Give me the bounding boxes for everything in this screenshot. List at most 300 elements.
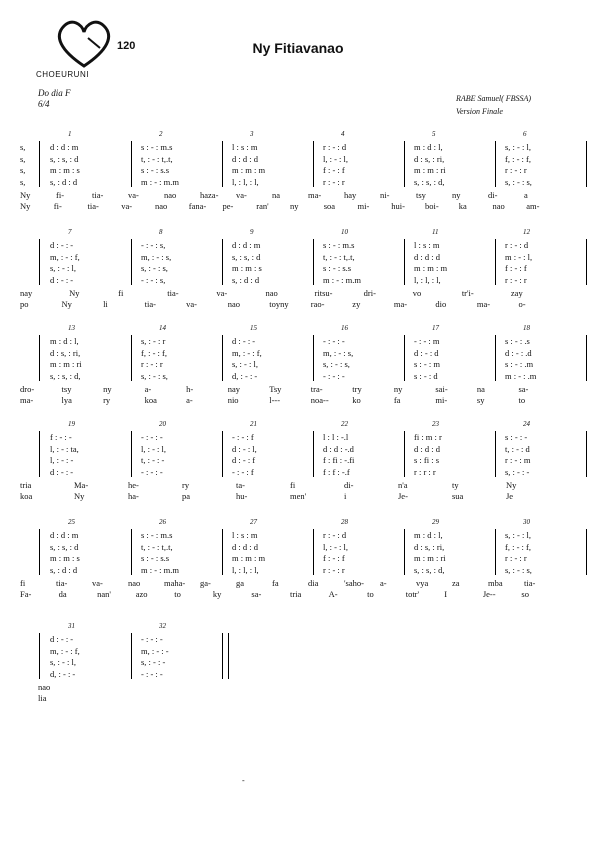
key-signature xyxy=(38,88,71,110)
bar-line xyxy=(495,239,496,285)
measure-notes: m : d : l, xyxy=(414,142,443,152)
lyric-syllable: ran' xyxy=(256,201,269,211)
measure-number: 31 xyxy=(68,622,75,630)
measure-notes: d : s, : ri, xyxy=(414,541,445,552)
lyric-line-2 xyxy=(20,589,580,599)
bar-line xyxy=(586,239,587,285)
lyric-syllable: Ny xyxy=(61,299,72,309)
bar-line xyxy=(222,239,223,285)
lyric-syllable: ko xyxy=(352,395,361,405)
lyric-syllable: ma- xyxy=(20,395,34,405)
lyric-syllable: lia xyxy=(38,693,47,703)
lyric-syllable: nao xyxy=(164,190,177,200)
lyric-syllable: vya xyxy=(416,578,429,588)
measure-notes: m, : - : s, xyxy=(323,347,354,358)
measure-number: 10 xyxy=(341,228,348,236)
lyric-syllable: nay xyxy=(227,384,240,394)
measure-notes: d, : - : - xyxy=(232,370,258,381)
lyric-syllable: ny xyxy=(290,201,299,211)
system-6 xyxy=(20,620,580,710)
lyric-syllable: tia- xyxy=(92,190,104,200)
lyric-line-1 xyxy=(20,190,580,200)
system-3 xyxy=(20,322,580,412)
system-4 xyxy=(20,418,580,508)
song-title: Ny Fitiavanao xyxy=(252,40,344,56)
lyric-syllable: am- xyxy=(526,201,540,211)
measure-notes: f : fi : -.fi xyxy=(323,455,355,465)
measure-notes: - : - : f xyxy=(232,432,254,442)
lyric-syllable: di- xyxy=(344,480,354,490)
lyric-syllable: zay xyxy=(510,288,523,298)
lyric-syllable: ni- xyxy=(380,190,390,200)
lyric-syllable: nao xyxy=(492,201,505,211)
bar-line xyxy=(131,141,132,187)
measure-notes: - : - : s, xyxy=(141,240,166,250)
measure-notes: m : m : m xyxy=(232,165,266,175)
measure-notes: s, : - : s, xyxy=(323,359,350,369)
lyric-syllable: va- xyxy=(216,288,228,298)
lyric-syllable: vo xyxy=(412,288,422,298)
lyric-syllable: sai- xyxy=(435,384,448,394)
measure-notes: d : - : - xyxy=(50,240,74,250)
final-bar-line xyxy=(228,633,229,679)
lyric-syllable: Je-- xyxy=(482,589,496,599)
lyric-syllable: a- xyxy=(380,578,387,588)
measure-notes: d : - : - xyxy=(50,274,74,285)
measure-notes: m : m : ri xyxy=(414,553,446,563)
measure-notes: s, : - : l, xyxy=(232,359,258,369)
lyric-syllable: ma- xyxy=(393,299,408,309)
lyric-syllable: ty xyxy=(452,480,459,490)
measure-notes: d : s, : ri, xyxy=(414,153,445,164)
measure-notes: r : r : r xyxy=(414,466,436,477)
lyric-syllable: di- xyxy=(488,190,498,200)
measure-notes: - : - : m xyxy=(414,336,440,346)
lyric-syllable: ry xyxy=(103,395,111,405)
measure-notes: s : - : m.s xyxy=(141,142,173,152)
measure-notes: d : - : .d xyxy=(505,347,532,358)
bar-line xyxy=(222,633,223,679)
measure-notes: d : d : d xyxy=(232,153,258,164)
voice-lead-note: s, xyxy=(20,142,26,152)
lyric-syllable: za xyxy=(452,578,460,588)
measure-notes: r : - : m xyxy=(505,455,531,465)
lyric-syllable: dro- xyxy=(20,384,35,394)
bar-line xyxy=(404,141,405,187)
measure-notes: s, : - : r xyxy=(141,336,166,346)
measure-notes: r : - : d xyxy=(323,142,347,152)
measure-notes: m, : - : - xyxy=(141,645,169,656)
measure-notes: s, : s, : d xyxy=(50,541,79,552)
measure-notes: s : - : m.s xyxy=(141,530,173,540)
lyric-line-2 xyxy=(20,491,580,501)
lyric-syllable: dia xyxy=(308,578,319,588)
lyric-syllable: tsy xyxy=(61,384,72,394)
measure-notes: r : - : r xyxy=(323,176,345,187)
measure-notes: d : s, : ri, xyxy=(50,347,81,358)
measure-number: 19 xyxy=(68,420,75,428)
lyric-syllable: fi xyxy=(118,288,124,298)
measure-notes: s : - : s.s xyxy=(141,165,170,175)
measure-number: 30 xyxy=(523,518,530,526)
lyric-syllable: to xyxy=(518,395,526,405)
measure-notes: f, : - : f, xyxy=(505,153,531,164)
bar-line xyxy=(222,431,223,477)
lyric-line-2 xyxy=(20,395,580,405)
lyric-syllable: nio xyxy=(227,395,239,405)
measure-number: 17 xyxy=(432,324,439,332)
measure-notes: l, : - : - xyxy=(50,455,74,465)
measure-notes: - : - : - xyxy=(141,432,163,442)
measure-notes: - : - : f xyxy=(232,466,254,477)
time-signature: 6/4 xyxy=(38,99,50,109)
measure-number: 27 xyxy=(250,518,257,526)
measure-notes: f : f : -.f xyxy=(323,466,350,477)
lyric-syllable: tia- xyxy=(524,578,536,588)
lyric-syllable: ma- xyxy=(476,299,491,309)
measure-number: 23 xyxy=(432,420,439,428)
measure-number: 5 xyxy=(432,130,436,138)
bar-line xyxy=(495,335,496,381)
lyric-line-1 xyxy=(20,682,580,692)
measure-notes: m : - : .m xyxy=(505,370,537,381)
measure-notes: - : - : - xyxy=(141,466,163,477)
lyric-syllable: va- xyxy=(186,299,197,309)
system-brace xyxy=(39,529,40,575)
lyric-syllable: tr'i- xyxy=(461,288,474,298)
lyric-syllable: nao xyxy=(265,288,278,298)
lyric-line-2 xyxy=(20,299,580,309)
lyric-syllable: noa-- xyxy=(310,395,329,405)
measure-notes: m, : - : f, xyxy=(232,347,262,358)
bar-line xyxy=(222,141,223,187)
measure-notes: m : - : m.m xyxy=(141,564,180,575)
lyric-syllable: tria xyxy=(290,589,302,599)
measure-notes: s, : s, : d, xyxy=(414,176,445,187)
lyric-syllable: ga- xyxy=(200,578,211,588)
lyric-syllable: nao xyxy=(155,201,168,211)
voice-lead-note: s, xyxy=(20,153,26,164)
measure-notes: s : - : .s xyxy=(505,336,530,346)
lyric-syllable: azo xyxy=(135,589,148,599)
lyric-syllable: fi xyxy=(290,480,296,490)
measure-number: 7 xyxy=(68,228,72,236)
bar-line xyxy=(313,141,314,187)
bar-line xyxy=(495,529,496,575)
measure-notes: t, : - : - xyxy=(141,455,165,465)
measure-notes: s, : - : s, xyxy=(505,176,532,187)
measure-number: 6 xyxy=(523,130,527,138)
measure-number: 32 xyxy=(159,622,166,630)
bar-line xyxy=(131,529,132,575)
lyric-syllable: lya xyxy=(61,395,72,405)
measure-notes: l, : - : l, xyxy=(323,541,349,552)
lyric-syllable: a- xyxy=(186,395,193,405)
measure-number: 24 xyxy=(523,420,530,428)
measure-notes: m, : - : f, xyxy=(50,645,80,656)
lyric-syllable: hay xyxy=(344,190,357,200)
lyric-line-1 xyxy=(20,480,580,490)
lyric-syllable: Ny xyxy=(20,190,31,200)
lyric-syllable: nao xyxy=(38,682,51,692)
measure-notes: fi : m : r xyxy=(414,432,442,442)
measure-notes: l : s : m xyxy=(414,240,440,250)
measure-notes: d : d : m xyxy=(50,530,79,540)
lyric-syllable: ky xyxy=(212,589,222,599)
measure-notes: m : d : l, xyxy=(50,336,79,346)
measure-notes: s, : d : d xyxy=(232,274,260,285)
measure-notes: d : d : d xyxy=(414,251,440,262)
lyric-syllable: hu- xyxy=(236,491,248,501)
lyric-syllable: n'a xyxy=(398,480,408,490)
lyric-syllable: sa- xyxy=(518,384,529,394)
system-brace xyxy=(39,335,40,381)
lyric-syllable: A- xyxy=(328,589,338,599)
measure-notes: s : - : m.s xyxy=(323,240,355,250)
measure-notes: m, : - : s, xyxy=(141,251,172,262)
lyric-syllable: ny xyxy=(452,190,461,200)
system-brace xyxy=(39,431,40,477)
lyric-syllable: Tsy xyxy=(269,384,282,394)
lyric-syllable: 'saho- xyxy=(344,578,364,588)
lyric-syllable: ny xyxy=(393,384,403,394)
lyric-syllable: Je- xyxy=(398,491,408,501)
logo-name: CHOEURUNI xyxy=(36,70,89,79)
lyric-syllable: fi- xyxy=(56,190,65,200)
lyric-syllable: dio xyxy=(435,299,447,309)
measure-notes: l, : l, : l, xyxy=(414,274,441,285)
measure-notes: - : - : - xyxy=(323,336,345,346)
bar-line xyxy=(131,431,132,477)
bar-line xyxy=(586,529,587,575)
measure-number: 1 xyxy=(68,130,72,138)
bar-line xyxy=(586,335,587,381)
lyric-syllable: haza- xyxy=(200,190,219,200)
lyric-syllable: Ny xyxy=(20,201,31,211)
measure-notes: l, : l, : l, xyxy=(232,564,259,575)
system-brace xyxy=(39,239,40,285)
measure-number: 2 xyxy=(159,130,163,138)
lyric-syllable: I xyxy=(444,589,448,599)
measure-number: 26 xyxy=(159,518,166,526)
measure-notes: m : - : l, xyxy=(505,251,533,262)
measure-notes: l : s : m xyxy=(232,142,258,152)
measure-notes: s, : s, : d xyxy=(232,251,261,262)
voice-lead-note: s, xyxy=(20,165,26,175)
measure-notes: m : - : m.m xyxy=(141,176,180,187)
lyric-syllable: ha- xyxy=(128,491,139,501)
lyric-syllable: tra- xyxy=(310,384,323,394)
measure-notes: f, : - : f, xyxy=(505,541,531,552)
measure-notes: s : - : - xyxy=(505,432,528,442)
measure-notes: d : d : m xyxy=(50,142,79,152)
lyric-syllable: to xyxy=(367,589,374,599)
lyric-line-2 xyxy=(20,693,580,703)
measure-number: 28 xyxy=(341,518,348,526)
measure-notes: s, : - : s, xyxy=(141,263,168,273)
measure-notes: m, : - : f, xyxy=(50,251,80,262)
measure-notes: s, : - : s, xyxy=(505,564,532,575)
lyric-syllable: i xyxy=(344,491,347,501)
bar-line xyxy=(313,335,314,381)
lyric-syllable: sy xyxy=(476,395,485,405)
lyric-syllable: koa xyxy=(144,395,157,405)
measure-notes: s : - : s.s xyxy=(323,263,352,273)
lyric-syllable: a- xyxy=(144,384,152,394)
measure-notes: r : - : r xyxy=(505,274,527,285)
lyric-syllable: tia- xyxy=(56,578,68,588)
bar-line xyxy=(495,141,496,187)
measure-notes: r : - : r xyxy=(141,359,163,369)
lyric-syllable: h- xyxy=(186,384,194,394)
lyric-syllable: Je xyxy=(506,491,514,501)
measure-notes: l, : - : l, xyxy=(141,443,167,454)
measure-notes: m : m : s xyxy=(50,553,80,563)
bar-line xyxy=(404,431,405,477)
measure-notes: l : l : -.l xyxy=(323,432,349,442)
measure-notes: f : - : f xyxy=(505,263,527,273)
lyric-syllable: ka xyxy=(458,201,467,211)
measure-number: 13 xyxy=(68,324,75,332)
lyric-syllable: sua xyxy=(452,491,464,501)
measure-notes: s : - : .m xyxy=(505,359,534,369)
measure-number: 4 xyxy=(341,130,345,138)
lyric-syllable: sa- xyxy=(251,589,262,599)
measure-notes: - : - : - xyxy=(141,634,163,644)
system-1 xyxy=(20,128,580,218)
system-brace xyxy=(39,141,40,187)
lyric-syllable: tia- xyxy=(144,299,156,309)
measure-notes: - : - : - xyxy=(141,668,163,679)
measure-notes: d : - : d xyxy=(414,347,439,358)
measure-notes: t, : - : t,.t, xyxy=(141,153,173,164)
measure-number: 16 xyxy=(341,324,348,332)
lyric-syllable: va- xyxy=(92,578,103,588)
measure-notes: s, : d : d xyxy=(50,176,78,187)
lyric-syllable: o- xyxy=(518,299,526,309)
lyric-syllable: ry xyxy=(182,480,190,490)
measure-notes: m : m : ri xyxy=(414,165,446,175)
lyric-syllable: nao xyxy=(227,299,240,309)
measure-number: 18 xyxy=(523,324,530,332)
measure-notes: m : m : m xyxy=(414,263,448,273)
lyric-syllable: toyny xyxy=(269,299,289,309)
lyric-syllable: nan' xyxy=(97,589,111,599)
measure-number: 3 xyxy=(250,130,254,138)
lyric-syllable: maha- xyxy=(164,578,186,588)
measure-notes: s, : - : l, xyxy=(505,530,531,540)
bar-line xyxy=(222,529,223,575)
lyric-syllable: ritsu- xyxy=(314,288,333,298)
lyric-syllable: a xyxy=(524,190,528,200)
lyric-syllable: fi- xyxy=(53,201,62,211)
measure-notes: l, : - : ta, xyxy=(50,443,79,454)
measure-number: 25 xyxy=(68,518,75,526)
measure-notes: r : - : d xyxy=(505,240,529,250)
lyric-line-1 xyxy=(20,578,580,588)
measure-notes: m : m : s xyxy=(232,263,262,273)
measure-notes: r : - : r xyxy=(323,564,345,575)
measure-notes: d : d : m xyxy=(232,240,261,250)
lyric-syllable: da xyxy=(58,589,67,599)
measure-number: 9 xyxy=(250,228,254,236)
measure-notes: t, : - : t,.t, xyxy=(323,251,355,262)
bar-line xyxy=(131,239,132,285)
lyric-syllable: men' xyxy=(290,491,307,501)
lyric-syllable: tia- xyxy=(87,201,99,211)
bar-line xyxy=(222,335,223,381)
measure-notes: d, : - : - xyxy=(50,668,76,679)
logo-number: 120 xyxy=(117,40,136,52)
measure-notes: s, : - : - xyxy=(505,466,530,477)
lyric-syllable: mi- xyxy=(357,201,370,211)
lyric-line-2 xyxy=(20,201,580,211)
lyric-syllable: tria xyxy=(20,480,32,490)
lyric-syllable: na xyxy=(272,190,281,200)
measure-notes: f, : - : f, xyxy=(141,347,167,358)
bar-line xyxy=(586,431,587,477)
lyric-syllable: ma- xyxy=(308,190,322,200)
measure-notes: s : fi : s xyxy=(414,455,440,465)
version-label: Version Finale xyxy=(456,107,503,116)
measure-notes: - : - : - xyxy=(323,370,345,381)
measure-notes: t, : - : t,.t, xyxy=(141,541,173,552)
measure-notes: m : - : m.m xyxy=(323,274,362,285)
bar-line xyxy=(313,431,314,477)
measure-notes: f : - : f xyxy=(323,553,345,563)
measure-number: 29 xyxy=(432,518,439,526)
measure-notes: l : s : m xyxy=(232,530,258,540)
lyric-syllable: koa xyxy=(20,491,33,501)
footer-mark: - xyxy=(242,776,245,785)
lyric-syllable: nao xyxy=(128,578,141,588)
bar-line xyxy=(495,431,496,477)
measure-notes: s, : - : - xyxy=(141,657,166,667)
bar-line xyxy=(131,335,132,381)
measure-notes: d : d : -.d xyxy=(323,443,354,454)
measure-number: 8 xyxy=(159,228,163,236)
measure-notes: s : - : m xyxy=(414,359,440,369)
lyric-syllable: so xyxy=(521,589,529,599)
measure-notes: s, : d : d xyxy=(50,564,78,575)
lyric-syllable: l--- xyxy=(269,395,281,405)
lyric-syllable: zy xyxy=(352,299,361,309)
lyric-syllable: rao- xyxy=(310,299,325,309)
bar-line xyxy=(586,141,587,187)
measure-notes: d : d : d xyxy=(232,541,258,552)
measure-notes: l, : l, : l, xyxy=(232,176,259,187)
measure-notes: - : - : s, xyxy=(141,274,166,285)
lyric-syllable: pe- xyxy=(222,201,234,211)
measure-notes: s : - : s.s xyxy=(141,553,170,563)
measure-notes: s, : - : l, xyxy=(50,263,76,273)
lyric-syllable: na xyxy=(476,384,485,394)
measure-number: 22 xyxy=(341,420,348,428)
measure-notes: d : d : d xyxy=(414,443,440,454)
measure-number: 11 xyxy=(432,228,439,236)
measure-notes: t, : - : d xyxy=(505,443,530,454)
measure-notes: d : - : - xyxy=(50,634,74,644)
measure-number: 14 xyxy=(159,324,166,332)
lyric-syllable: va- xyxy=(128,190,139,200)
credits xyxy=(456,92,531,118)
measure-number: 12 xyxy=(523,228,530,236)
bar-line xyxy=(313,529,314,575)
lyric-syllable: fi xyxy=(20,578,26,588)
measure-notes: s, : - : l, xyxy=(505,142,531,152)
system-5 xyxy=(20,516,580,606)
lyric-syllable: ta- xyxy=(236,480,245,490)
